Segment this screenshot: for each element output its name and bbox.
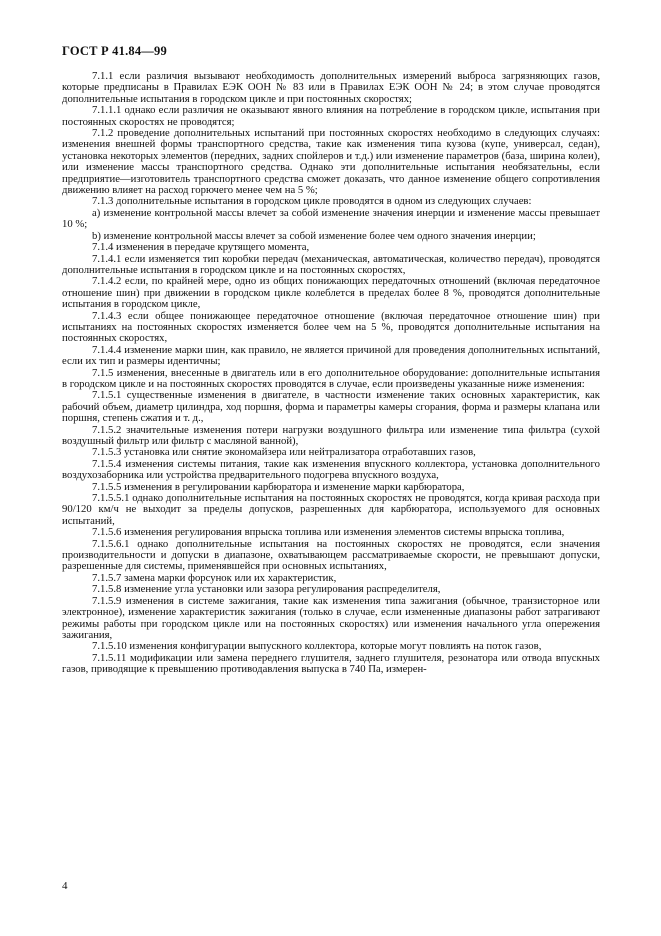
paragraph: 7.1.5.7 замена марки форсунок или их характеристик, (92, 571, 337, 584)
paragraph: 7.1.4.4 изменение марки шин, как правило, не является причиной для проведения дополнительных испытаний, если их тип и размеры идентичны; (62, 343, 600, 368)
page-header-standard-code: ГОСТ Р 41.84—99 (62, 44, 167, 58)
paragraph: 7.1.5.3 установка или снятие экономайзера или нейтрализатора отработавших газов, (92, 446, 476, 459)
paragraph: 7.1.1.1 однако если различия не оказывают явного влияния на потребление в городском цикле, испытания при постоянных скоростях не проводятся; (62, 104, 600, 128)
paragraph: 7.1.4.1 если изменяется тип коробки передач (механическая, автоматическая, количество передач), проводятся дополнительные испытания в городском цикле и на постоянных скоростях, (62, 252, 600, 276)
document-body (62, 71, 600, 676)
page-number: 4 (62, 880, 68, 892)
paragraph: 7.1.5 изменения, внесенные в двигатель или в его дополнительное оборудование: дополнительные испытания в городском цикле и на постоянных скоростях проводятся в случае, если произведены указанные ниже изменения: (62, 366, 600, 390)
paragraph: 7.1.5.5 изменения в регулировании карбюратора и изменение марки карбюратора, (92, 480, 465, 493)
paragraph: 7.1.4.2 если, по крайней мере, одно из общих понижающих передаточных отношений (включая передаточное отношение шин) при движении в городском цикле колеблется в пределах более 8 %, проводятся дополнительные испытания в городском цикле, (62, 275, 600, 311)
paragraph: 7.1.2 проведение дополнительных испытаний при постоянных скоростях необходимо в следующих случаях: изменения внешней формы транспортного средства, такие как изменения типа кузова (купе, универсал, седан), установка некоторых элементов (передних, задних спойлеров и т.д.) или изменение параметров (база, ширина колеи), или изменение массы транспортного средства. Однако эти дополнительные испытания необязательны, если предприятие—изготовитель транспортного средства сможет доказать, что данное изменение общего сопротивления движению влияет на расход горючего менее чем на 5 %; (62, 127, 600, 197)
paragraph: 7.1.4 изменения в передаче крутящего момента, (92, 241, 310, 254)
paragraph: 7.1.5.8 изменение угла установки или зазора регулирования распределителя, (92, 583, 441, 596)
paragraph: 7.1.1 если различия вызывают необходимость дополнительных измерений выброса загрязняющих газов, которые предписаны в Правилах ЕЭК ООН № 83 или в Правилах ЕЭК ООН № 24; в этом случае проводятся дополнительные испытания в городском цикле и при постоянных скоростях; (62, 70, 600, 105)
paragraph: 7.1.5.4 изменения системы питания, такие как изменения впускного коллектора, установка дополнительного воздухозаборника или устройства предварительного подогрева впускного воздуха, (62, 457, 600, 482)
paragraph: 7.1.5.2 значительные изменения потери нагрузки воздушного фильтра или изменение типа фильтра (сухой воздушный фильтр или фильтр с масляной ванной), (62, 423, 600, 447)
paragraph: 7.1.5.5.1 однако дополнительные испытания на постоянных скоростях не проводятся, когда кривая расхода при 90/120 км/ч не выходит за пределы допусков, разрешенных для карбюратора, используемого для основных испытаний, (62, 492, 600, 527)
paragraph: 7.1.5.1 существенные изменения в двигателе, в частности изменение таких основных характеристик, как рабочий объем, диаметр цилиндра, ход поршня, форма и параметры камеры сгорания, форма и размеры клапана или поршня, степень сжатия и т. д., (62, 389, 600, 425)
paragraph: b) изменение контрольной массы влечет за собой изменение более чем одного значения инерции; (92, 229, 536, 242)
paragraph: 7.1.5.9 изменения в системе зажигания, такие как изменения типа зажигания (обычное, транзисторное или электронное), изменение характеристик зажигания (только в случае, если измененные диапазоны работ затрагивают режимы работы при городском цикле или на постоянных скоростях) или изменения начального угла опережения зажигания, (62, 594, 600, 641)
paragraph: 7.1.5.6 изменения регулирования впрыска топлива или изменения элементов системы впрыска топлива, (92, 526, 565, 539)
paragraph: 7.1.3 дополнительные испытания в городском цикле проводятся в одном из следующих случаев: (92, 195, 532, 208)
paragraph: 7.1.5.10 изменения конфигурации выпускного коллектора, которые могут повлиять на поток газов, (92, 640, 542, 653)
paragraph: а) изменение контрольной массы влечет за собой изменение значения инерции и изменение массы превышает 10 %; (62, 206, 600, 231)
paragraph: 7.1.5.11 модификации или замена переднего глушителя, заднего глушителя, резонатора или отвода впускных газов, приводящие к превышению противодавления выпуска в 740 Па, измерен- (62, 651, 600, 676)
paragraph: 7.1.5.6.1 однако дополнительные испытания на постоянных скоростях не проводятся, если значения производительности и допуски в диапазоне, охватывающем рассматриваемые скорости, не превышают допуски, разрешенные для системы, применявшейся при основных испытаниях, (62, 537, 600, 573)
paragraph: 7.1.4.3 если общее понижающее передаточное отношение (включая передаточное отношение шин) при испытаниях на постоянных скоростях изменяется более чем на 5 %, проводятся дополнительные испытания на постоянных скоростях, (62, 309, 600, 345)
